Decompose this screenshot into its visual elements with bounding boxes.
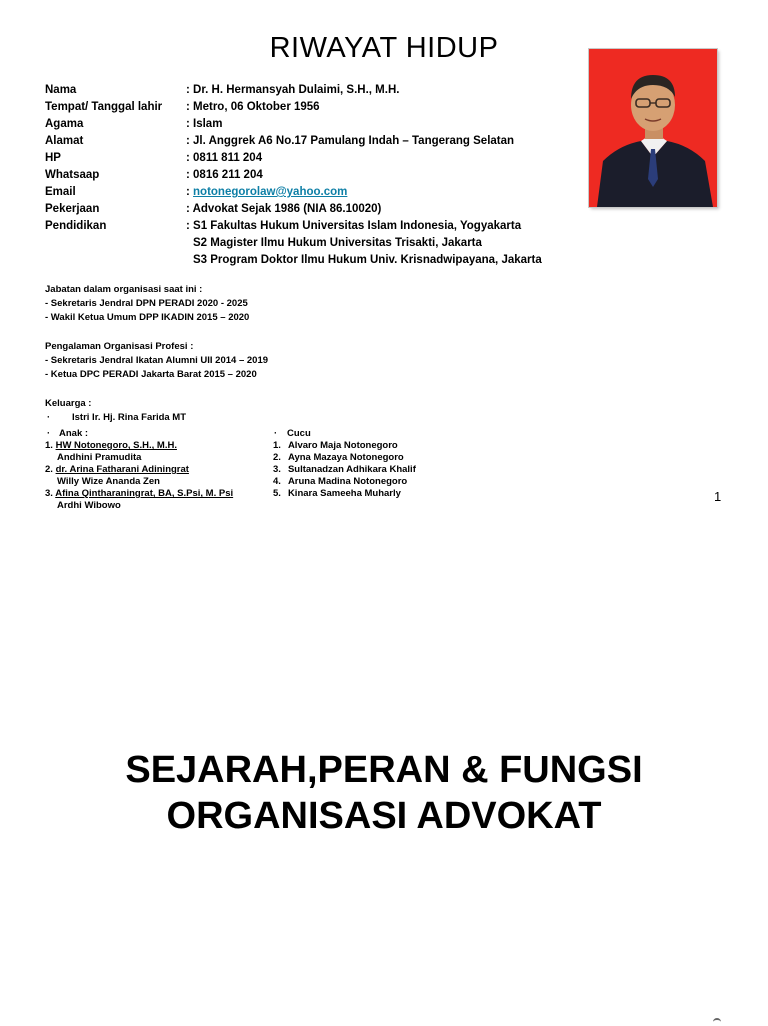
- istri: Istri Ir. Hj. Rina Farida MT: [72, 412, 187, 423]
- page-number: 1: [714, 489, 722, 504]
- page-number-fragment: [713, 1018, 721, 1026]
- cucu-item: 5. Kinara Sameeha Muharly: [273, 488, 401, 499]
- pengalaman-heading: Pengalaman Organisasi Profesi :: [45, 341, 194, 352]
- anak-spouse: Andhini Pramudita: [57, 452, 142, 463]
- education-s3: S3 Program Doktor Ilmu Hukum Univ. Krisnadwipayana, Jakarta: [193, 254, 542, 266]
- cucu-item: 1. Alvaro Maja Notonegoro: [273, 440, 398, 451]
- anak-item: 1. HW Notonegoro, S.H., M.H.: [45, 440, 177, 451]
- cucu-item: 2. Ayna Mazaya Notonegoro: [273, 452, 404, 463]
- field-agama: Agama : Islam: [45, 118, 223, 130]
- cucu-heading: Cucu: [287, 428, 311, 439]
- field-alamat: Alamat : Jl. Anggrek A6 No.17 Pamulang Indah – Tangerang Selatan: [45, 135, 515, 147]
- anak-spouse: Ardhi Wibowo: [57, 500, 121, 511]
- bullet-icon: ·: [47, 412, 51, 423]
- jabatan-heading: Jabatan dalam organisasi saat ini :: [45, 284, 203, 295]
- anak-item: 3. Afina Qintharaningrat, BA, S.Psi, M. Psi: [45, 488, 234, 499]
- slide-title: [0, 530, 768, 1024]
- field-nama: Nama : Dr. H. Hermansyah Dulaimi, S.H., M.H.: [45, 84, 400, 96]
- section-title: [0, 747, 768, 839]
- jabatan-item: - Wakil Ketua Umum DPP IKADIN 2015 – 2020: [45, 312, 250, 323]
- field-whatsapp: Whatsaap : 0816 211 204: [45, 169, 263, 181]
- section-title-line2: ORGANISASI ADVOKAT: [166, 795, 602, 837]
- bullet-icon: ·: [47, 428, 51, 439]
- field-email: Email : notonegorolaw@yahoo.com: [45, 186, 348, 198]
- anak-item: 2. dr. Arina Fatharani Adiningrat: [45, 464, 189, 475]
- profile-photo: [589, 49, 717, 207]
- pengalaman-item: - Sekretaris Jendral Ikatan Alumni UII 2014 – 2019: [45, 355, 269, 366]
- cucu-item: 4. Aruna Madina Notonegoro: [273, 476, 408, 487]
- cv-title: RIWAYAT HIDUP: [269, 32, 499, 64]
- field-tempat-tanggal-lahir: Tempat/ Tanggal lahir : Metro, 06 Oktober 1956: [45, 101, 320, 113]
- bullet-icon: ·: [274, 428, 278, 439]
- education-s2: S2 Magister Ilmu Hukum Universitas Trisakti, Jakarta: [193, 237, 482, 249]
- pengalaman-item: - Ketua DPC PERADI Jakarta Barat 2015 – 2020: [45, 369, 257, 380]
- field-pekerjaan: Pekerjaan : Advokat Sejak 1986 (NIA 86.10020): [45, 203, 382, 215]
- anak-heading: Anak :: [59, 428, 89, 439]
- field-pendidikan: Pendidikan : S1 Fakultas Hukum Universitas Islam Indonesia, Yogyakarta: [45, 220, 522, 232]
- keluarga-heading: Keluarga :: [45, 398, 92, 409]
- anak-spouse: Willy Wize Ananda Zen: [57, 476, 160, 487]
- jabatan-item: - Sekretaris Jendral DPN PERADI 2020 - 2025: [45, 298, 248, 309]
- field-hp: HP : 0811 811 204: [45, 152, 263, 164]
- person-portrait-icon: [589, 49, 717, 207]
- email-link[interactable]: notonegorolaw@yahoo.com: [193, 186, 348, 198]
- cucu-item: 3. Sultanadzan Adhikara Khalif: [273, 464, 416, 475]
- section-title-line1: SEJARAH,PERAN & FUNGSI: [125, 749, 643, 791]
